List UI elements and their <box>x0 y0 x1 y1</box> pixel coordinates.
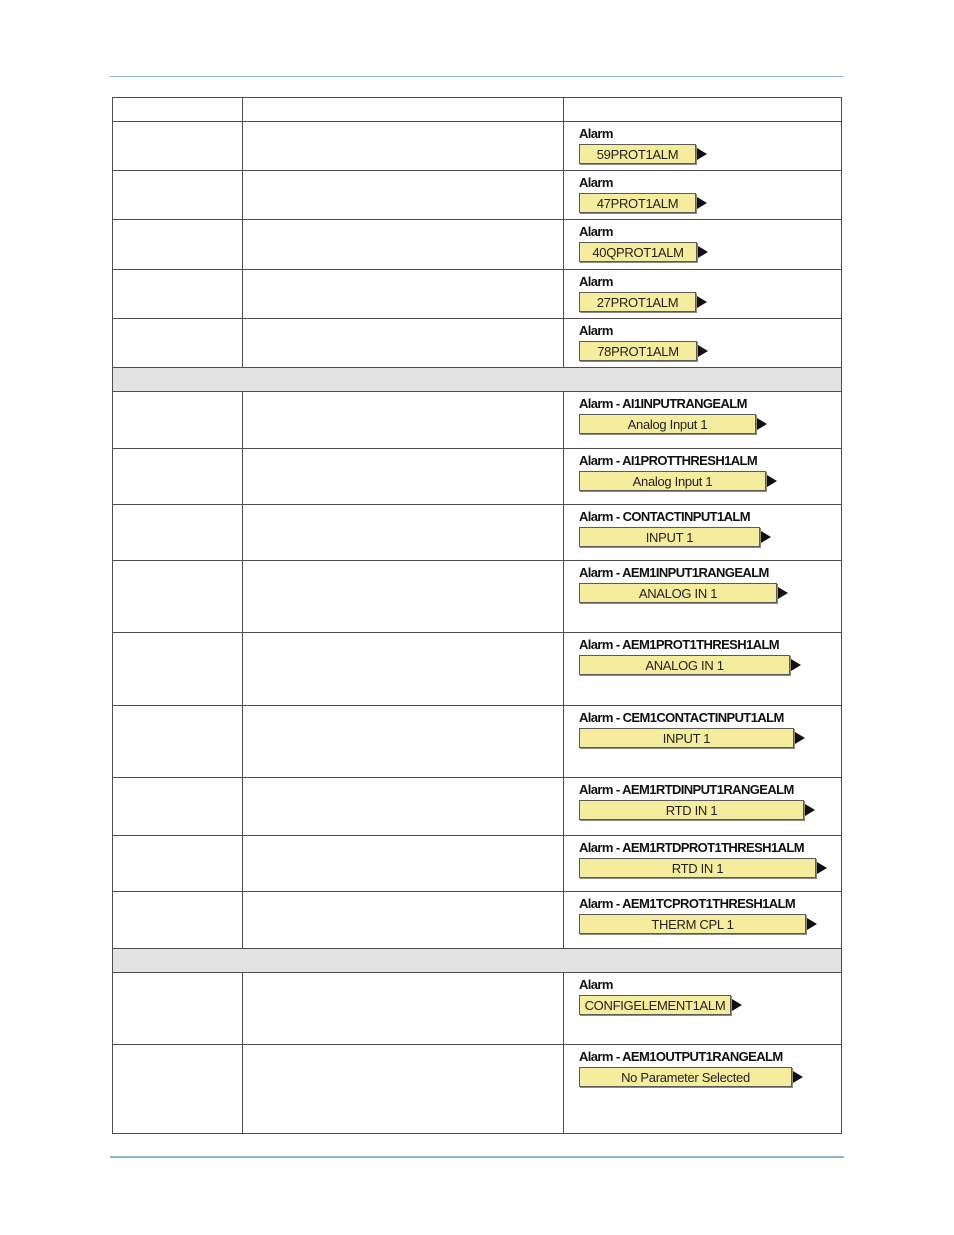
alarm-output <box>579 914 841 934</box>
logic-symbol-cell <box>564 706 842 778</box>
section-cell <box>113 368 842 392</box>
logic-symbol-cell <box>564 505 842 561</box>
logic-symbol-cell <box>564 319 842 368</box>
name-cell <box>113 392 243 449</box>
name-cell <box>113 706 243 778</box>
alarm-label: Alarm <box>579 323 613 338</box>
footer-rule <box>110 1156 844 1158</box>
alarm-label: Alarm <box>579 224 613 239</box>
output-arrow-icon <box>795 732 805 744</box>
output-arrow-icon <box>778 587 788 599</box>
alarm-output <box>579 414 841 434</box>
logic-symbol <box>564 892 841 934</box>
alarm-element-box: 59PROT1ALM <box>579 144 696 164</box>
logic-symbol <box>564 270 841 312</box>
logic-symbol <box>564 561 841 603</box>
logic-symbol-cell <box>564 122 842 171</box>
logic-symbol-cell <box>564 270 842 319</box>
table-row <box>113 836 842 892</box>
output-arrow-icon <box>807 918 817 930</box>
output-arrow-icon <box>697 148 707 160</box>
logic-symbol <box>564 1045 841 1087</box>
alarm-label: Alarm - AEM1RTDINPUT1RANGEALM <box>579 782 794 797</box>
description-cell <box>243 270 564 319</box>
alarm-element-box: INPUT 1 <box>579 728 794 748</box>
logic-symbol <box>564 449 841 491</box>
alarm-output <box>579 655 841 675</box>
description-cell <box>243 778 564 836</box>
logic-symbol <box>564 633 841 675</box>
alarm-label: Alarm - CONTACTINPUT1ALM <box>579 509 750 524</box>
logic-symbol-cell <box>564 633 842 706</box>
table-row <box>113 892 842 949</box>
output-arrow-icon <box>793 1071 803 1083</box>
alarm-label: Alarm <box>579 977 613 992</box>
alarm-output <box>579 995 841 1015</box>
alarm-element-box: ANALOG IN 1 <box>579 655 790 675</box>
alarm-element-box: Analog Input 1 <box>579 471 766 491</box>
alarm-output <box>579 583 841 603</box>
alarm-output <box>579 193 841 213</box>
name-cell <box>113 892 243 949</box>
description-cell <box>243 505 564 561</box>
table-row <box>113 1045 842 1134</box>
alarm-output <box>579 292 841 312</box>
name-cell <box>113 270 243 319</box>
output-arrow-icon <box>817 862 827 874</box>
logic-symbol-cell <box>564 1045 842 1134</box>
logic-symbol <box>564 505 841 547</box>
name-cell <box>113 505 243 561</box>
name-cell <box>113 836 243 892</box>
logic-symbol-cell <box>564 836 842 892</box>
alarm-table <box>112 97 842 1134</box>
table-row <box>113 319 842 368</box>
output-arrow-icon <box>697 296 707 308</box>
alarm-label: Alarm - AEM1INPUT1RANGEALM <box>579 565 769 580</box>
alarm-output <box>579 1067 841 1087</box>
header-cell <box>564 98 842 122</box>
description-cell <box>243 1045 564 1134</box>
output-arrow-icon <box>767 475 777 487</box>
logic-symbol <box>564 706 841 748</box>
alarm-label: Alarm - AEM1TCPROT1THRESH1ALM <box>579 896 796 911</box>
description-cell <box>243 633 564 706</box>
logic-symbol-cell <box>564 561 842 633</box>
output-arrow-icon <box>697 197 707 209</box>
alarm-label: Alarm <box>579 126 613 141</box>
table-row <box>113 122 842 171</box>
alarm-element-box: INPUT 1 <box>579 527 760 547</box>
logic-symbol-cell <box>564 220 842 270</box>
section-cell <box>113 949 842 973</box>
description-cell <box>243 836 564 892</box>
logic-symbol-cell <box>564 449 842 505</box>
output-arrow-icon <box>761 531 771 543</box>
logic-symbol-cell <box>564 392 842 449</box>
alarm-label: Alarm - CEM1CONTACTINPUT1ALM <box>579 710 784 725</box>
name-cell <box>113 778 243 836</box>
alarm-element-box: 27PROT1ALM <box>579 292 696 312</box>
alarm-output <box>579 242 841 262</box>
description-cell <box>243 449 564 505</box>
alarm-element-box: 40QPROT1ALM <box>579 242 697 262</box>
table-row <box>113 270 842 319</box>
description-cell <box>243 561 564 633</box>
name-cell <box>113 319 243 368</box>
description-cell <box>243 392 564 449</box>
alarm-output <box>579 858 841 878</box>
header-cell <box>113 98 243 122</box>
alarm-element-box: RTD IN 1 <box>579 858 816 878</box>
alarm-label: Alarm - AI1INPUTRANGEALM <box>579 396 747 411</box>
output-arrow-icon <box>732 999 742 1011</box>
logic-symbol <box>564 220 841 262</box>
section-row <box>113 368 842 392</box>
logic-symbol-cell <box>564 171 842 220</box>
description-cell <box>243 706 564 778</box>
name-cell <box>113 122 243 171</box>
alarm-element-box: RTD IN 1 <box>579 800 804 820</box>
alarm-output <box>579 144 841 164</box>
table-row <box>113 561 842 633</box>
alarm-label: Alarm - AI1PROTTHRESH1ALM <box>579 453 758 468</box>
output-arrow-icon <box>698 345 708 357</box>
alarm-element-box: THERM CPL 1 <box>579 914 806 934</box>
alarm-output <box>579 728 841 748</box>
logic-symbol <box>564 973 841 1015</box>
alarm-output <box>579 471 841 491</box>
table-header-row <box>113 98 842 122</box>
alarm-label: Alarm - AEM1PROT1THRESH1ALM <box>579 637 780 652</box>
name-cell <box>113 449 243 505</box>
description-cell <box>243 892 564 949</box>
logic-symbol-cell <box>564 778 842 836</box>
header-cell <box>243 98 564 122</box>
table-row <box>113 171 842 220</box>
section-row <box>113 949 842 973</box>
output-arrow-icon <box>698 246 708 258</box>
alarm-element-box: No Parameter Selected <box>579 1067 792 1087</box>
logic-symbol-cell <box>564 973 842 1045</box>
name-cell <box>113 1045 243 1134</box>
description-cell <box>243 171 564 220</box>
name-cell <box>113 220 243 270</box>
logic-symbol <box>564 319 841 361</box>
name-cell <box>113 973 243 1045</box>
logic-symbol <box>564 122 841 164</box>
alarm-label: Alarm - AEM1OUTPUT1RANGEALM <box>579 1049 783 1064</box>
table-row <box>113 220 842 270</box>
alarm-element-box: 47PROT1ALM <box>579 193 696 213</box>
logic-symbol <box>564 836 841 878</box>
header-rule <box>110 76 844 77</box>
logic-symbol <box>564 778 841 820</box>
alarm-element-box: 78PROT1ALM <box>579 341 697 361</box>
table-row <box>113 633 842 706</box>
output-arrow-icon <box>757 418 767 430</box>
alarm-element-box: CONFIGELEMENT1ALM <box>579 995 731 1015</box>
name-cell <box>113 633 243 706</box>
name-cell <box>113 561 243 633</box>
description-cell <box>243 122 564 171</box>
alarm-output <box>579 527 841 547</box>
table-row <box>113 505 842 561</box>
alarm-element-box: Analog Input 1 <box>579 414 756 434</box>
table-row <box>113 778 842 836</box>
logic-symbol <box>564 392 841 434</box>
table-row <box>113 392 842 449</box>
table-row <box>113 706 842 778</box>
description-cell <box>243 319 564 368</box>
alarm-label: Alarm <box>579 175 613 190</box>
name-cell <box>113 171 243 220</box>
description-cell <box>243 220 564 270</box>
description-cell <box>243 973 564 1045</box>
alarm-output <box>579 800 841 820</box>
logic-symbol <box>564 171 841 213</box>
table-row <box>113 449 842 505</box>
table-row <box>113 973 842 1045</box>
alarm-element-box: ANALOG IN 1 <box>579 583 777 603</box>
output-arrow-icon <box>805 804 815 816</box>
alarm-label: Alarm <box>579 274 613 289</box>
logic-symbol-cell <box>564 892 842 949</box>
output-arrow-icon <box>791 659 801 671</box>
alarm-label: Alarm - AEM1RTDPROT1THRESH1ALM <box>579 840 804 855</box>
alarm-output <box>579 341 841 361</box>
